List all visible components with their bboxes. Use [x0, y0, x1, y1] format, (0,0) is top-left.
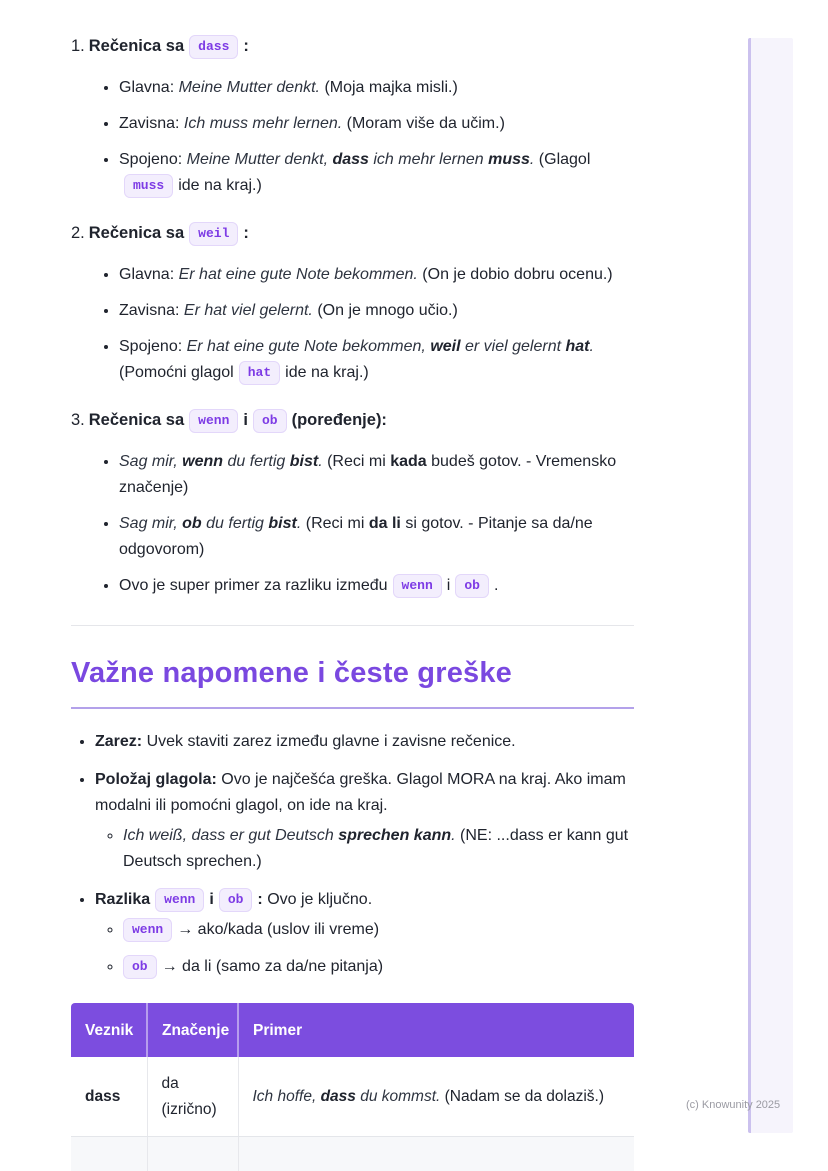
- inline-code-badge: weil: [189, 222, 238, 246]
- inline-code-badge: wenn: [123, 918, 172, 942]
- table-cell-empty: [147, 1137, 238, 1171]
- inline-code-badge: ob: [253, 409, 287, 433]
- note-zarez: • Zarez: Uvek staviti zarez između glavne i zavisne rečenice.: [95, 729, 634, 755]
- sub-bullet-list: [71, 262, 634, 386]
- inline-code-badge: ob: [455, 574, 489, 598]
- bullet-item: • Ovo je super primer za razliku između wenn i ob .: [119, 573, 634, 599]
- table-cell-znacenje: da (izrično): [147, 1057, 238, 1137]
- list-item-title: 2. Rečenica sa weil :: [71, 220, 634, 247]
- bullet-item: • Spojeno: Er hat eine gute Note bekommen, weil er viel gelernt hat. (Pomoćni glagol hat ide na kraj.): [119, 334, 634, 386]
- inline-code-badge: hat: [239, 361, 280, 385]
- section-divider: [71, 625, 634, 626]
- sub-bullet-list: [71, 449, 634, 599]
- numbered-list: [71, 33, 634, 599]
- bullet-item: • Sag mir, wenn du fertig bist. (Reci mi kada budeš gotov. - Vremensko značenje): [119, 449, 634, 501]
- note-sub-list: [95, 916, 634, 980]
- list-item-title: 3. Rečenica sa wenn i ob (poređenje):: [71, 407, 634, 434]
- bullet-item: • Zavisna: Er hat viel gelernt. (On je mnogo učio.): [119, 298, 634, 324]
- note-sub-list: [95, 822, 634, 875]
- table-cell-veznik: dass: [71, 1057, 147, 1137]
- table-header-row: [71, 1003, 634, 1057]
- table-header-veznik: Veznik: [71, 1003, 147, 1057]
- inline-code-badge: ob: [123, 955, 157, 979]
- bullet-item: • Zavisna: Ich muss mehr lernen. (Moram više da učim.): [119, 111, 634, 137]
- list-number: 1.: [71, 37, 85, 55]
- list-item-title: 1. Rečenica sa dass :: [71, 33, 634, 60]
- inline-code-badge: wenn: [393, 574, 442, 598]
- table-header-znacenje: Značenje: [147, 1003, 238, 1057]
- bullet-item: • Spojeno: Meine Mutter denkt, dass ich mehr lernen muss. (Glagolmuss ide na kraj.): [119, 147, 634, 199]
- table-cell-primer: Ich hoffe, dass du kommst. (Nadam se da dolaziš.): [238, 1057, 634, 1137]
- bullet-item: • Glavna: Meine Mutter denkt. (Moja majka misli.): [119, 75, 634, 101]
- table-cell-empty: [238, 1137, 634, 1171]
- table-header-primer: Primer: [238, 1003, 634, 1057]
- list-number: 3.: [71, 411, 85, 429]
- list-number: 2.: [71, 224, 85, 242]
- watermark-text: (c) Knowunity 2025: [686, 1099, 781, 1111]
- list-item-weil: [71, 220, 634, 386]
- notes-list: [71, 729, 634, 980]
- note-razlika: • Razlika wenn i ob : Ovo je ključno. ◦ wenn → ako/kada (uslov ili vreme) ◦ ob → da li (samo za da/ne pitanja): [95, 887, 634, 980]
- document-content: [71, 33, 634, 1171]
- bullet-item: • Glavna: Er hat eine gute Note bekommen. (On je dobio dobru ocenu.): [119, 262, 634, 288]
- table-row-partial: [71, 1137, 634, 1171]
- inline-code-badge: dass: [189, 35, 238, 59]
- note-sub-item: ◦ wenn → ako/kada (uslov ili vreme): [123, 916, 634, 943]
- right-page-edge-strip: [748, 38, 793, 1133]
- inline-code-badge: wenn: [155, 888, 204, 912]
- bullet-item: • Sag mir, ob du fertig bist. (Reci mi da li si gotov. - Pitanje sa da/ne odgovorom): [119, 511, 634, 563]
- note-sub-item: ◦ ob → da li (samo za da/ne pitanja): [123, 953, 634, 980]
- inline-code-badge: ob: [219, 888, 253, 912]
- list-item-dass: [71, 33, 634, 199]
- note-polozaj-glagola: • Položaj glagola: Ovo je najčešća greška. Glagol MORA na kraj. Ako imam modalni ili pomoćni glagol, on ide na kraj. ◦ Ich weiß, dass er gut Deutsch sprechen kann. (NE: ...dass er kann gut Deutsch sprechen.): [95, 767, 634, 875]
- veznik-table: [71, 1003, 634, 1171]
- inline-code-badge: wenn: [189, 409, 238, 433]
- page-heading: Važne napomene i česte greške: [71, 655, 634, 709]
- list-item-wenn-ob: [71, 407, 634, 599]
- inline-code-badge: muss: [124, 174, 173, 198]
- sub-bullet-list: [71, 75, 634, 199]
- table-cell-empty: [71, 1137, 147, 1171]
- note-sub-item: ◦ Ich weiß, dass er gut Deutsch sprechen kann. (NE: ...dass er kann gut Deutsch sprechen.): [123, 822, 634, 875]
- table-row-dass: [71, 1057, 634, 1137]
